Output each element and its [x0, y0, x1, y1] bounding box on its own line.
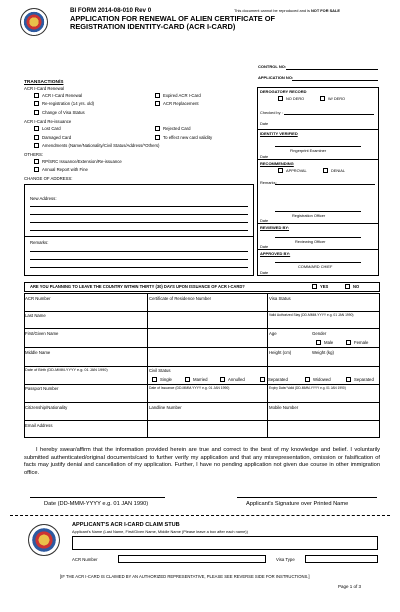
notice-bold: NOT FOR SALE — [311, 8, 340, 13]
checkbox[interactable] — [278, 168, 283, 173]
renewal-heading: ACR I-Card Renewal — [24, 86, 65, 91]
date-label: Date — [260, 244, 269, 249]
cert-residence-label: Certificate of Residence Number — [149, 296, 212, 301]
leave-no-option[interactable] — [345, 284, 359, 289]
application-no-field[interactable] — [292, 80, 378, 81]
stub-acr-number-label: ACR Number — [72, 557, 98, 562]
field-underline[interactable] — [24, 347, 267, 348]
option-label: NO DERO — [286, 96, 305, 101]
option-label: W/ DERO — [328, 96, 346, 101]
claim-stub-title: APPLICANT'S ACR I-CARD CLAIM STUB — [72, 522, 180, 528]
new-validity-option[interactable] — [155, 135, 212, 140]
checkbox[interactable] — [305, 377, 310, 382]
reregistration-option[interactable] — [34, 101, 94, 106]
fingerprint-examiner-field[interactable] — [275, 146, 361, 147]
single-option[interactable] — [152, 377, 172, 382]
checkbox[interactable] — [34, 93, 39, 98]
cut-line — [10, 515, 390, 516]
office-divider — [257, 129, 379, 130]
option-label: Damaged Card — [42, 135, 72, 140]
damaged-card-option[interactable] — [34, 135, 71, 140]
reissue-heading: ACR I-Card Re-issuance — [24, 119, 72, 124]
checkbox[interactable] — [34, 159, 39, 164]
option-label: Separated — [354, 377, 374, 382]
expiry-date-label: Expiry Date/ Valid (DD-MMM-YYYY e.g. 01 JAN 1990) — [269, 386, 346, 390]
recommending-heading: RECOMMENDING — [260, 161, 294, 166]
citizenship-label: Citizenship/Nationality — [25, 405, 68, 410]
option-label: Rejected Card — [163, 126, 191, 131]
new-address-label: New Address: — [30, 196, 57, 201]
remarks-line-2[interactable] — [30, 259, 248, 260]
not-for-sale-notice — [234, 8, 340, 13]
widowed-option[interactable] — [305, 377, 331, 382]
option-label: ACR Replacement — [163, 101, 199, 106]
form-title-line1: APPLICATION FOR RENEWAL OF ALIEN CERTIFICATE OF — [70, 14, 276, 23]
field-underline[interactable] — [24, 366, 380, 367]
page-number — [338, 584, 361, 589]
checkbox[interactable] — [152, 377, 157, 382]
field-underline[interactable] — [24, 328, 380, 329]
date-label: Date — [260, 121, 269, 126]
checkbox[interactable] — [346, 377, 351, 382]
middle-name-label: Middle Name — [25, 350, 51, 355]
address-line-1[interactable] — [30, 206, 248, 207]
option-label: Single — [160, 377, 172, 382]
height-label: Height (cm) — [269, 350, 292, 355]
office-divider — [257, 223, 379, 224]
address-remarks-divider — [24, 236, 254, 237]
married-option[interactable] — [185, 377, 208, 382]
page-number-text: Page 1 of 3 — [338, 584, 362, 589]
checkbox[interactable] — [316, 340, 321, 345]
renewal-option[interactable] — [34, 93, 82, 98]
field-underline[interactable] — [24, 420, 380, 421]
approval-option[interactable] — [278, 168, 307, 173]
approved-by-heading: APPROVED BY: — [260, 251, 291, 256]
reviewed-by-heading: REVIEWED BY: — [260, 225, 290, 230]
date-signed-label: Date (DD-MMM-YYYY e.g. 01 JAN 1990) — [44, 501, 149, 507]
denial-option[interactable] — [323, 168, 345, 173]
option-label: Amendments (Name/Nationality/Civil Status/Address/*Others) — [42, 143, 160, 148]
civil-status-label: Civil Status — [149, 368, 171, 373]
checkbox[interactable] — [155, 93, 160, 98]
no-dero-option[interactable] — [278, 96, 304, 101]
notice-text: This document cannot be reproduced and is — [234, 8, 311, 13]
checkbox[interactable] — [312, 284, 317, 289]
mobile-label: Mobile Number — [269, 405, 299, 410]
checkbox[interactable] — [278, 96, 283, 101]
stub-name-label: Applicant's Name (Last Name, First/Given Name, Middle Name (Please leave a box after each name)) — [72, 529, 248, 534]
valid-stay-label: Valid Authorized Stay (DD-MMM-YYYY e.g. 01 JAN 1990) — [269, 313, 354, 317]
separated-option-2[interactable] — [346, 377, 374, 382]
option-label: Lost Card — [42, 126, 61, 131]
address-line-2[interactable] — [30, 214, 248, 215]
office-divider — [257, 159, 379, 160]
leave-yes-option[interactable] — [312, 284, 328, 289]
change-visa-option[interactable] — [34, 110, 85, 115]
lost-card-option[interactable] — [34, 126, 61, 131]
application-no-label: APPLICATION NO: — [258, 75, 294, 80]
weight-label: Weight (kg) — [312, 350, 334, 355]
stub-visa-type-label: Visa Type — [276, 557, 295, 562]
option-label: Annulled — [228, 377, 245, 382]
registration-officer-field[interactable] — [275, 211, 361, 212]
date-label: Date — [260, 154, 269, 159]
option-label: Expired ACR I-Card — [163, 93, 201, 98]
option-label: NO — [353, 284, 360, 289]
checkbox[interactable] — [345, 284, 350, 289]
office-remarks-field[interactable] — [275, 184, 375, 185]
checkbox[interactable] — [185, 377, 190, 382]
checkbox[interactable] — [34, 143, 39, 148]
checkbox[interactable] — [220, 377, 225, 382]
identity-verified-heading: IDENTITY VERIFIED — [260, 131, 298, 136]
checkbox[interactable] — [155, 126, 160, 131]
checkbox[interactable] — [34, 135, 39, 140]
checkbox[interactable] — [155, 101, 160, 106]
signature-label: Applicant's Signature over Printed Name — [246, 501, 349, 507]
bureau-seal-icon — [28, 524, 60, 556]
first-name-label: First/Given Name — [25, 331, 59, 336]
comm-chief-field[interactable] — [275, 262, 361, 263]
checkbox[interactable] — [320, 96, 325, 101]
rp-src-option[interactable] — [34, 159, 122, 164]
w-dero-option[interactable] — [320, 96, 345, 101]
email-label: Email Address — [25, 423, 53, 428]
field-underline[interactable] — [24, 402, 380, 403]
checkbox[interactable] — [323, 168, 328, 173]
annulled-option[interactable] — [220, 377, 245, 382]
visa-status-label: Visa Status — [269, 296, 291, 301]
option-label: ACR I-Card Renewal — [42, 93, 83, 98]
option-label: Annual Report with Fine — [42, 167, 88, 172]
remarks-label: Remarks: — [30, 240, 49, 245]
checked-by-field[interactable] — [284, 114, 374, 115]
annual-report-option[interactable] — [34, 167, 88, 172]
checkbox[interactable] — [34, 167, 39, 172]
checkbox[interactable] — [34, 126, 39, 131]
acr-replacement-option[interactable] — [155, 101, 199, 106]
registration-officer-label: Registration Officer — [292, 213, 326, 218]
leave-question-text: ARE YOU PLANNING TO LEAVE THE COUNTRY WITHIN THIRTY (30) DAYS UPON ISSUANCE OF ACR I-CARD? — [30, 284, 245, 289]
derogatory-heading: DEROGATORY RECORD — [260, 89, 307, 94]
landline-label: Landline Number — [149, 405, 182, 410]
option-label: YES — [320, 284, 329, 289]
option-label: DENIAL — [331, 168, 346, 173]
acr-number-label: ACR Number — [25, 296, 51, 301]
option-label: Male — [324, 340, 334, 345]
amendments-option[interactable] — [34, 143, 160, 148]
form-title-line2: REGISTRATION IDENTITY-CARD (ACR I-CARD) — [70, 22, 236, 31]
field-underline[interactable] — [267, 347, 380, 348]
option-label: APPROVAL — [286, 168, 307, 173]
date-label: Date — [260, 218, 269, 223]
checked-by-label: Checked by : — [260, 110, 283, 115]
remarks-label: Remarks: — [260, 180, 277, 185]
passport-number-label: Passport Number — [25, 386, 59, 391]
remarks-line-1[interactable] — [30, 251, 248, 252]
date-of-issuance-label: Date of Issuance (DD-MMM-YYYY e.g. 01 JAN 1990) — [149, 386, 230, 390]
control-no-label: CONTROL NO: — [258, 64, 287, 69]
female-option[interactable] — [346, 340, 368, 345]
option-label: Separated — [268, 377, 288, 382]
office-divider — [257, 249, 379, 250]
address-line-3[interactable] — [30, 222, 248, 223]
comm-chief-label: COMM/ARD CHIEF — [298, 264, 333, 269]
option-label: Re-registration (14 yrs. old) — [42, 101, 95, 106]
checkbox[interactable] — [34, 101, 39, 106]
option-label: Widowed — [313, 377, 331, 382]
stub-footer-note: [IF THE ACR I-CARD IS CLAIMED BY AN AUTHORIZED REPRESENTATIVE, PLEASE SEE REVERSE SIDE FOR INSTRUCTIONS.] — [60, 574, 310, 579]
option-label: Female — [354, 340, 369, 345]
stub-name-field[interactable] — [72, 536, 378, 550]
change-address-heading: CHANGE OF ADDRESS: — [24, 176, 73, 181]
declaration-text: I hereby swear/affirm that the information provided herein are true and correct to the best of my knowledge and belief. I voluntarily submitted authenticated/original documents/card to further verify my application and that any misrepresentation, omission or falsification of facts may justify denial and cancellation of my application. Further, I have no pending application not given due course in other immigration office. — [24, 447, 380, 476]
control-no-field[interactable] — [286, 69, 378, 70]
remarks-line-3[interactable] — [30, 267, 248, 268]
checkbox[interactable] — [155, 135, 160, 140]
checkbox[interactable] — [260, 377, 265, 382]
address-line-4[interactable] — [30, 230, 248, 231]
checkbox[interactable] — [346, 340, 351, 345]
option-label: Married — [193, 377, 208, 382]
last-name-label: Last Name — [25, 313, 46, 318]
separated-option[interactable] — [260, 377, 288, 382]
date-label: Date — [260, 270, 269, 275]
fingerprint-examiner-label: Fingerprint Examiner — [290, 148, 327, 153]
male-option[interactable] — [316, 340, 333, 345]
option-label: RP/SRC Issuance/Extension/Re-issuance — [42, 159, 122, 164]
form-id: BI FORM 2014-08-010 Rev 0 — [70, 7, 152, 14]
field-underline[interactable] — [24, 311, 380, 312]
age-label: Age — [269, 331, 277, 336]
stub-visa-type-field[interactable] — [305, 555, 378, 563]
transactions-heading: TRANSACTION/S — [24, 80, 64, 85]
option-label: To effect new card validity — [163, 135, 213, 140]
gender-label: Gender — [312, 331, 327, 336]
date-signed-field[interactable] — [30, 497, 165, 498]
reviewing-officer-field[interactable] — [275, 237, 361, 238]
others-heading: OTHERS: — [24, 152, 44, 157]
stub-acr-number-field[interactable] — [118, 555, 266, 563]
rejected-card-option[interactable] — [155, 126, 190, 131]
expired-card-option[interactable] — [155, 93, 201, 98]
bureau-seal-icon — [20, 8, 48, 36]
option-label: Change of Visa Status — [42, 110, 85, 115]
dob-label: Date of Birth (DD-MMM-YYYY e.g. 01 JAN 1990) — [25, 368, 108, 372]
checkbox[interactable] — [34, 110, 39, 115]
reviewing-officer-label: Reviewing Officer — [295, 239, 326, 244]
signature-field[interactable] — [237, 497, 377, 498]
field-underline[interactable] — [24, 384, 380, 385]
